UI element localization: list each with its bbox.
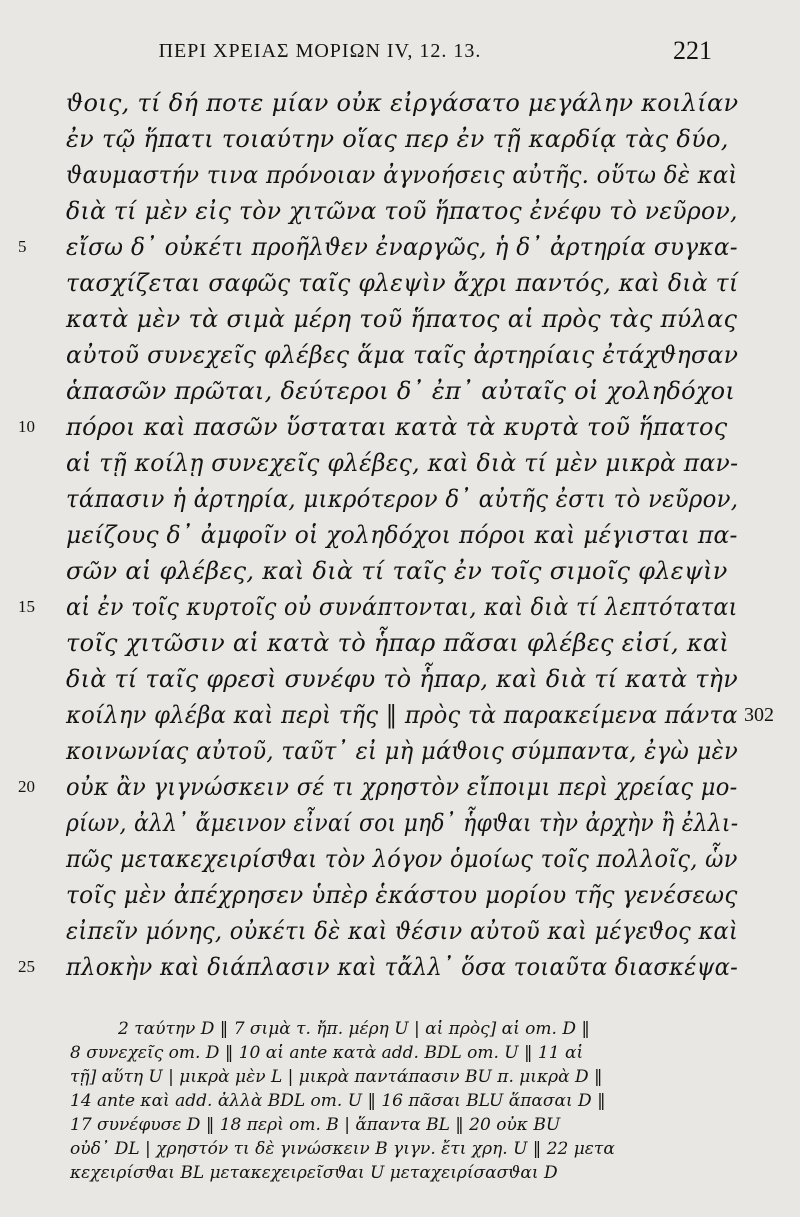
text-line: αἱ ἐν τοῖς κυρτοῖς οὐ συνάπτονται, καὶ διὰ τί λεπτόταται — [66, 593, 738, 621]
text-line: κοίλην φλέβα καὶ περὶ τῆς ‖ πρὸς τὰ παρακείμενα πάντα — [66, 701, 738, 729]
text-line: ρίων, ἀλλ᾽ ἄμεινον εἶναί σοι μηδ᾽ ἧφϑαι τὴν ἀρχὴν ἢ ἐλλι- — [66, 809, 739, 837]
text-line: τοῖς μὲν ἀπέχρησεν ὑπὲρ ἑκάστου μορίου τῆς γενέσεως — [66, 881, 738, 909]
text-line: εἴσω δ᾽ οὐκέτι προῆλϑεν ἐναργῶς, ἡ δ᾽ ἀρτηρία συγκα- — [66, 233, 738, 261]
apparatus-line: 8 συνεχεῖς om. D ‖ 10 αἱ ante κατὰ add. BDL om. U ‖ 11 αἱ — [70, 1043, 584, 1063]
apparatus-line: κεχειρίσϑαι BL μετακεχειρεῖσϑαι U μεταχειρίσασϑαι D — [70, 1163, 558, 1183]
line-number: 10 — [18, 417, 35, 436]
text-line: διὰ τί ταῖς φρεσὶ συνέφυ τὸ ἧπαρ, καὶ διὰ τί κατὰ τὴν — [66, 665, 738, 693]
apparatus-line: οὐδ᾽ DL | χρηστόν τι δὲ γινώσκειν B γιγν. ἔτι χρη. U ‖ 22 μετα — [70, 1139, 615, 1159]
text-line: αἱ τῇ κοίλῃ συνεχεῖς φλέβες, καὶ διὰ τί μὲν μικρὰ παν- — [66, 449, 739, 477]
apparatus-line: 14 ante καὶ add. ἀλλὰ BDL om. U ‖ 16 πᾶσαι BLU ἅπασαι D ‖ — [70, 1091, 606, 1111]
text-line: ϑαυμαστήν τινα πρόνοιαν ἀγνοήσεις αὐτῆς. οὕτω δὲ καὶ — [66, 161, 738, 189]
text-line: τάπασιν ἡ ἀρτηρία, μικρότερον δ᾽ αὐτῆς ἐστι τὸ νεῦρον, — [66, 485, 739, 513]
text-line: αὐτοῦ συνεχεῖς φλέβες ἅμα ταῖς ἀρτηρίαις ἐτάχϑησαν — [66, 341, 739, 369]
text-line: κατὰ μὲν τὰ σιμὰ μέρη τοῦ ἥπατος αἱ πρὸς τὰς πύλας — [66, 305, 738, 333]
text-line: σῶν αἱ φλέβες, καὶ διὰ τί ταῖς ἐν τοῖς σιμοῖς φλεψὶν — [66, 557, 728, 585]
apparatus-line: τῇ] αὕτη U | μικρὰ μὲν L | μικρὰ παντάπασιν BU π. μικρὰ D ‖ — [70, 1067, 603, 1087]
text-line: τασχίζεται σαφῶς ταῖς φλεψὶν ἄχρι παντός, καὶ διὰ τί — [66, 269, 739, 297]
line-number: 20 — [18, 777, 35, 796]
text-line: πλοκὴν καὶ διάπλασιν καὶ τἄλλ᾽ ὅσα τοιαῦτα διασκέψα- — [66, 953, 739, 981]
margin-page-reference: 302 — [744, 704, 774, 726]
text-line: διὰ τί μὲν εἰς τὸν χιτῶνα τοῦ ἥπατος ἐνέφυ τὸ νεῦρον, — [66, 197, 738, 225]
line-number: 5 — [18, 237, 27, 256]
text-line: πῶς μετακεχειρίσϑαι τὸν λόγον ὁμοίως τοῖς πολλοῖς, ὧν — [66, 845, 738, 873]
apparatus-line: 2 ταύτην D ‖ 7 σιμὰ τ. ἤπ. μέρη U | αἱ πρὸς] αἱ om. D ‖ — [118, 1019, 590, 1039]
text-line: πόροι καὶ πασῶν ὕσταται κατὰ τὰ κυρτὰ τοῦ ἥπατος — [66, 413, 728, 441]
text-line: ἁπασῶν πρῶται, δεύτεροι δ᾽ ἐπ᾽ αὐταῖς οἱ χοληδόχοι — [66, 377, 736, 405]
text-line: ἐν τῷ ἥπατι τοιαύτην οἵας περ ἐν τῇ καρδίᾳ τὰς δύο, — [66, 125, 729, 153]
line-number: 15 — [18, 597, 35, 616]
apparatus-line: 17 συνέφυσε D ‖ 18 περὶ om. B | ἅπαντα BL ‖ 20 οὐκ BU — [70, 1115, 561, 1135]
page-number: 221 — [673, 36, 712, 65]
text-line: ϑοις, τί δή ποτε μίαν οὐκ εἰργάσατο μεγάλην κοιλίαν — [66, 89, 739, 117]
text-line: μείζους δ᾽ ἀμφοῖν οἱ χοληδόχοι πόροι καὶ μέγισται πα- — [66, 521, 738, 549]
text-line: εἰπεῖν μόνης, οὐκέτι δὲ καὶ ϑέσιν αὐτοῦ καὶ μέγεϑος καὶ — [66, 917, 739, 945]
line-number: 25 — [18, 957, 35, 976]
text-line: τοῖς χιτῶσιν αἱ κατὰ τὸ ἧπαρ πᾶσαι φλέβες εἰσί, καὶ — [66, 629, 730, 657]
text-line: οὐκ ἂν γιγνώσκειν σέ τι χρηστὸν εἴποιμι περὶ χρείας μο- — [66, 773, 738, 801]
text-line: κοινωνίας αὐτοῦ, ταῦτ᾽ εἰ μὴ μάϑοις σύμπαντα, ἐγὼ μὲν — [66, 737, 739, 765]
running-title: ΠΕΡΙ ΧΡΕΙΑΣ ΜΟΡΙΩΝ IV, 12. 13. — [158, 40, 482, 62]
